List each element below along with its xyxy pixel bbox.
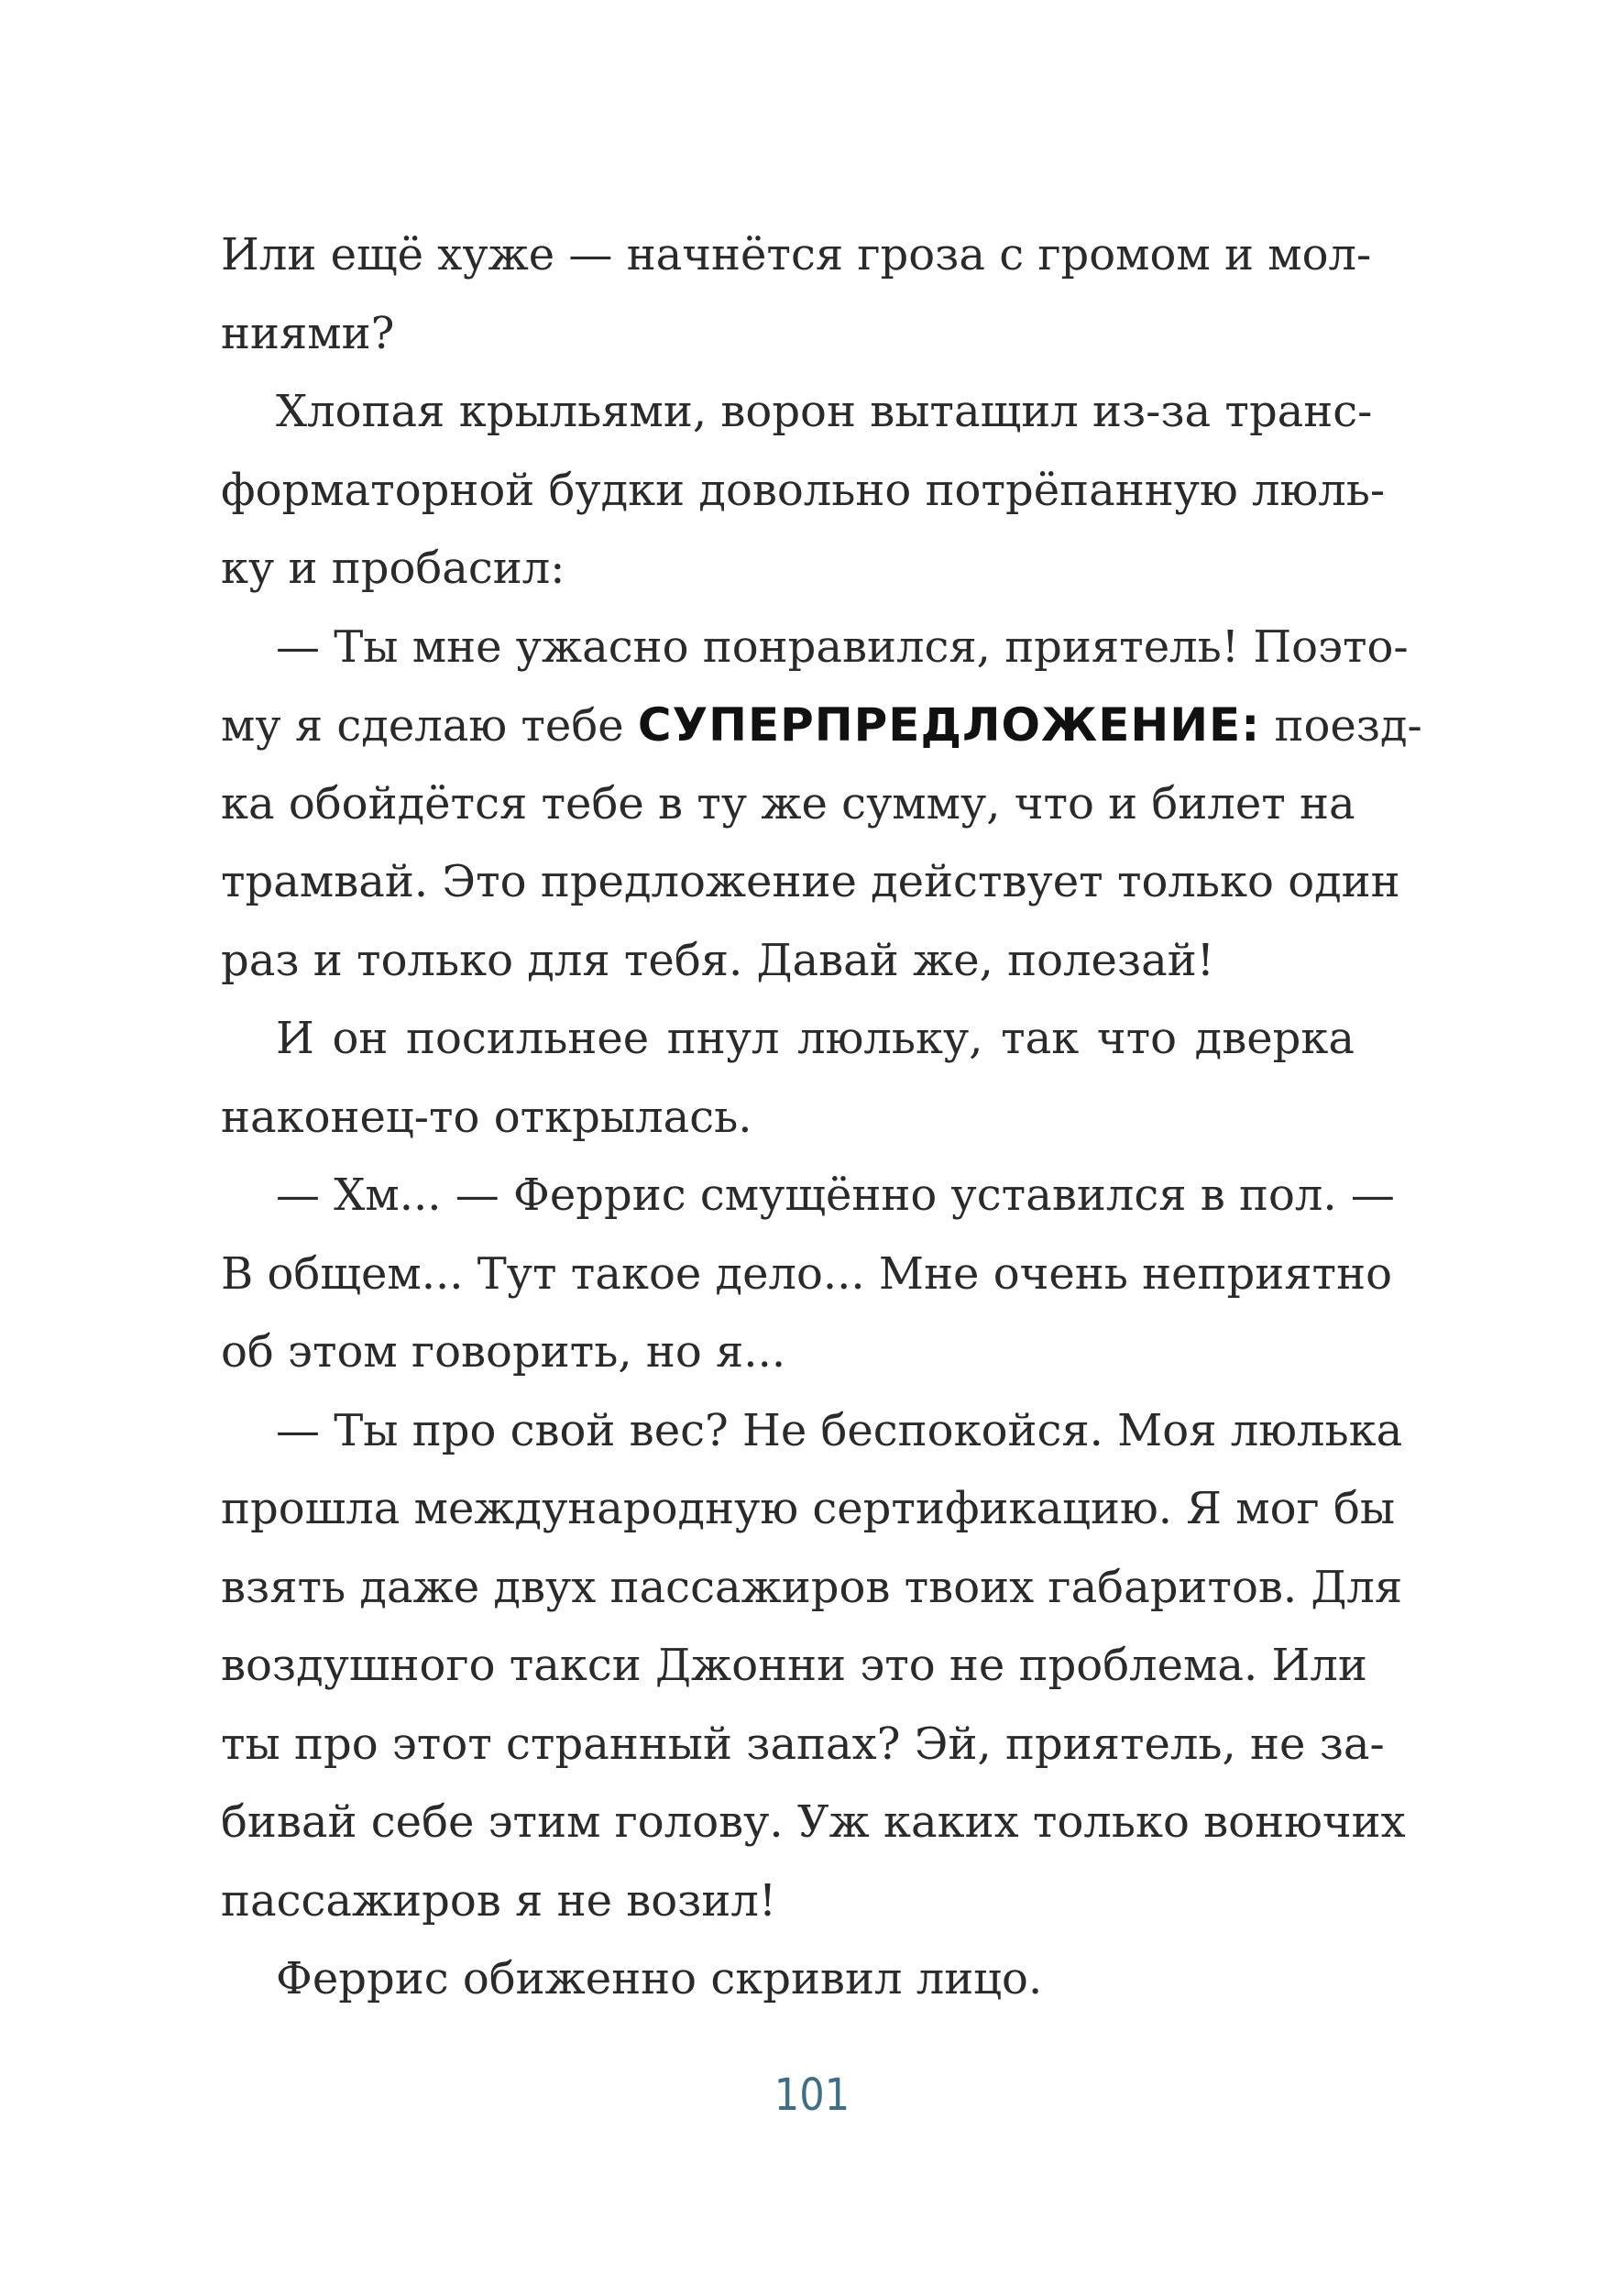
text-line: Хлопая крыльями, ворон вытащил из-за транс- bbox=[276, 386, 1373, 437]
text-line: наконец-то открылась. bbox=[221, 1091, 752, 1143]
text-line: трамвай. Это предложение действует только один bbox=[221, 856, 1400, 907]
page-number: 101 bbox=[774, 2070, 850, 2121]
text-fragment: му я сделаю тебе bbox=[221, 700, 638, 752]
text-line: ка обойдётся тебе в ту же сумму, что и билет на bbox=[221, 777, 1355, 829]
text-line: прошла международную сертификацию. Я мог бы bbox=[221, 1483, 1396, 1534]
text-line: пассажиров я не возил! bbox=[221, 1874, 777, 1927]
text-line: — Ты про свой вес? Не беспокойся. Моя люлька bbox=[276, 1404, 1403, 1456]
text-line: И он посильнее пнул люльку, так что дверка bbox=[276, 1013, 1355, 1064]
text-line: — Ты мне ужасно понравился, приятель! Поэто- bbox=[276, 620, 1409, 673]
body-text bbox=[221, 216, 1422, 2019]
super-offer-emphasis: СУПЕРПРЕДЛОЖЕНИЕ: bbox=[637, 698, 1261, 752]
text-line: ниями? bbox=[221, 307, 395, 359]
text-line: Феррис обиженно скривил лицо. bbox=[276, 1953, 1043, 2004]
text-line: взять даже двух пассажиров твоих габаритов. Для bbox=[221, 1561, 1403, 1613]
text-line: Или ещё хуже — начнётся гроза с громом и мол- bbox=[221, 229, 1372, 280]
text-line: — Хм... — Феррис смущённо уставился в пол. — bbox=[276, 1169, 1395, 1221]
text-line: форматорной будки довольно потрёпанную люль- bbox=[221, 464, 1386, 516]
text-line-with-emphasis bbox=[221, 686, 1422, 765]
text-line: раз и только для тебя. Давай же, полезай! bbox=[221, 934, 1214, 986]
text-line: ку и пробасил: bbox=[221, 543, 565, 594]
text-fragment: поезд- bbox=[1260, 700, 1422, 752]
text-line: ты про этот странный запах? Эй, приятель, не за- bbox=[221, 1718, 1385, 1770]
text-line: воздушного такси Джонни это не проблема. Или bbox=[221, 1640, 1367, 1691]
text-line: В общем... Тут такое дело... Мне очень неприятно bbox=[221, 1247, 1392, 1300]
text-line: об этом говорить, но я... bbox=[221, 1326, 786, 1378]
text-line: бивай себе этим голову. Уж каких только вонючих bbox=[221, 1796, 1406, 1848]
